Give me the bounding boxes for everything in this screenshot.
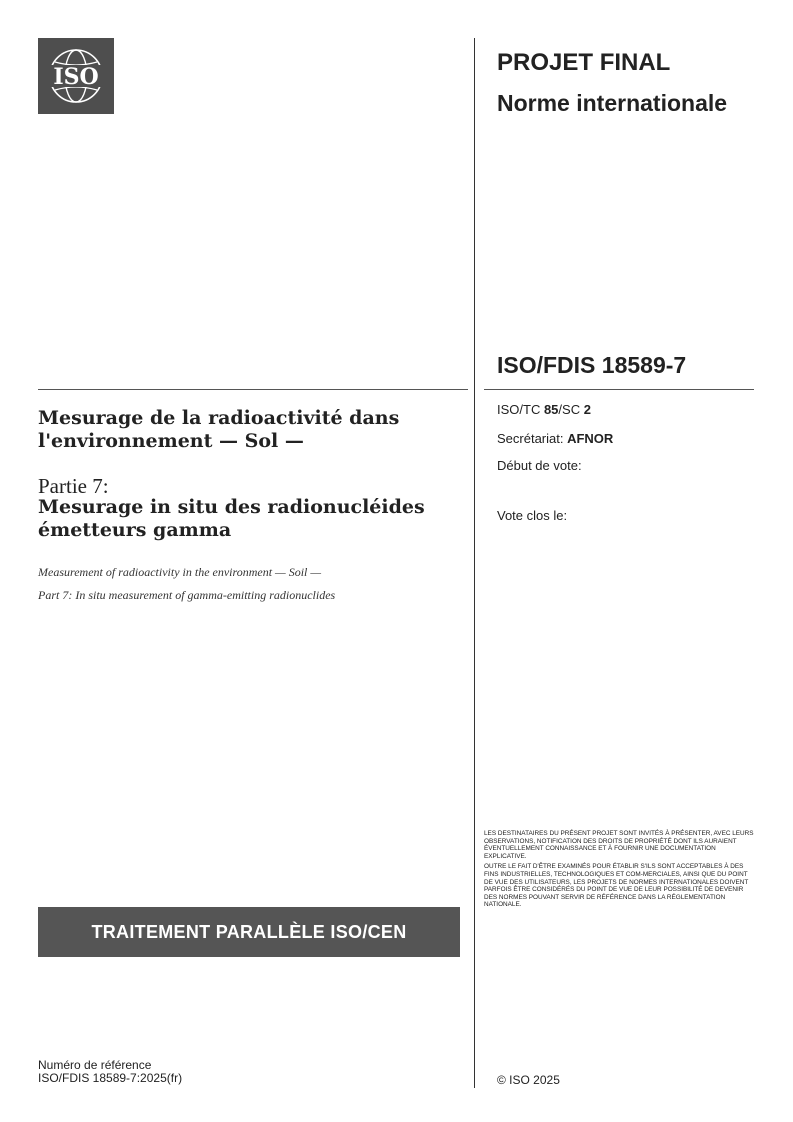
committee-line — [497, 402, 591, 417]
document-title: Mesurage de la radioactivité dans l'environnement — Sol — — [38, 407, 400, 452]
secretariat-label: Secrétariat: — [497, 431, 568, 446]
part-title: Mesurage in situ des radionucléides émetteurs gamma — [38, 496, 425, 541]
vertical-divider — [474, 38, 475, 1088]
copyright: © ISO 2025 — [497, 1073, 560, 1087]
english-part-title: Part 7: In situ measurement of gamma-emitting radionuclides — [38, 588, 336, 602]
english-title: Measurement of radioactivity in the environment — Soil — — [38, 565, 322, 579]
header-projet-final: PROJET FINAL — [497, 49, 671, 76]
horizontal-divider-left — [38, 389, 468, 390]
iso-globe-icon — [38, 38, 114, 114]
sc-number: 2 — [583, 402, 591, 417]
secretariat-line — [497, 431, 613, 446]
secretariat-value: AFNOR — [567, 431, 614, 446]
part-label: Partie 7: — [38, 474, 109, 498]
reference-number: ISO/FDIS 18589-7:2025(fr) — [38, 1071, 183, 1085]
standard-number: ISO/FDIS 18589-7 — [497, 352, 687, 378]
sc-prefix: /SC — [558, 402, 584, 417]
recipients-notice — [484, 830, 754, 912]
tc-number: 85 — [543, 402, 559, 417]
header-norme-internationale: Norme internationale — [497, 90, 728, 116]
reference-label: Numéro de référence — [38, 1058, 152, 1072]
parallel-processing-banner: TRAITEMENT PARALLÈLE ISO/CEN — [38, 907, 460, 957]
logo-text: ISO — [53, 64, 99, 90]
vote-end-label: Vote clos le: — [497, 508, 568, 523]
reference-block — [38, 1059, 182, 1085]
vote-start-label: Début de vote: — [497, 458, 582, 473]
iso-logo — [38, 38, 114, 114]
horizontal-divider-right — [484, 389, 754, 390]
notice-paragraph-2: OUTRE LE FAIT D'ÊTRE EXAMINÉS POUR ÉTABLIR S'ILS SONT ACCEPTABLES À DES FINS INDUSTRIELLES, TECHNOLOGIQUES ET COM-MERCIALES, AINSI QUE DU POINT DE VUE DES UTILISATEURS, LES PROJETS DE NORMES INTERNATIONALES DOIVENT PARFOIS ÊTRE CONSIDÉRÉS DU POINT DE VUE DE LEUR POSSIBILITÉ DE DEVENIR DES NORMES POUVANT SERVIR DE RÉFÉRENCE DANS LA RÉGLEMENTATION NATIONALE. — [484, 863, 749, 909]
notice-paragraph-1: LES DESTINATAIRES DU PRÉSENT PROJET SONT INVITÉS À PRÉSENTER, AVEC LEURS OBSERVATIONS, NOTIFICATION DES DROITS DE PROPRIÉTÉ DONT ILS AURAIENT ÉVENTUELLEMENT CONNAISSANCE ET À FOURNIR UNE DOCUMENTATION EXPLICATIVE. — [484, 830, 754, 860]
tc-prefix: ISO/TC — [497, 402, 544, 417]
